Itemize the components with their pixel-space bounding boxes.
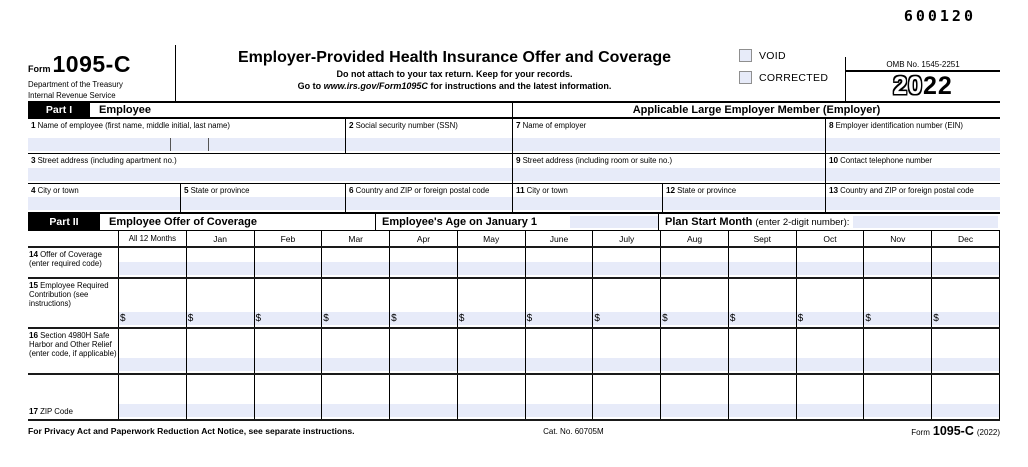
row-14-sept-input[interactable]	[729, 262, 796, 275]
row-14-may-input[interactable]	[458, 262, 525, 275]
field-6-country-zip	[345, 184, 512, 212]
row-16-number: 16	[29, 331, 39, 340]
row-14-cells	[118, 248, 1000, 277]
form-header	[28, 45, 1000, 103]
field-7-input[interactable]	[513, 138, 825, 151]
dollar-sign: $	[391, 313, 397, 324]
dollar-sign: $	[323, 313, 329, 324]
field-6-label	[349, 186, 512, 195]
month-columns	[118, 231, 1000, 246]
row-16-all-12-months-input[interactable]	[119, 358, 186, 371]
column-header-all-12-months: All 12 Months	[118, 231, 186, 246]
field-13-text: Country and ZIP or foreign postal code	[840, 186, 974, 195]
row-17-mar-input[interactable]	[322, 404, 389, 417]
dollar-sign: $	[594, 313, 600, 324]
row-16-cell-aug	[660, 329, 728, 373]
field-2-text: Social security number (SSN)	[355, 121, 458, 130]
row-14-cell-dec	[931, 248, 1000, 277]
row-15-text: Employee Required Contribution (see instructions)	[29, 281, 109, 309]
row-14-cell-june	[525, 248, 593, 277]
row-15-cell-apr	[389, 279, 457, 327]
field-7-employer-name	[512, 119, 825, 153]
field-6-number: 6	[349, 186, 354, 195]
field-13-input[interactable]	[826, 197, 1000, 210]
field-6-input[interactable]	[346, 197, 512, 210]
row-16-dec-input[interactable]	[932, 358, 999, 371]
part1-employer-title: Applicable Large Employer Member (Employer)	[512, 103, 1000, 117]
row-15-nov-input[interactable]	[864, 312, 931, 325]
part1-row-c	[28, 184, 1000, 214]
row-17-apr-input[interactable]	[390, 404, 457, 417]
column-header-jan: Jan	[186, 231, 254, 246]
footer-form-id	[911, 424, 1000, 438]
field-6-text: Country and ZIP or foreign postal code	[355, 186, 490, 195]
dollar-sign: $	[187, 313, 194, 324]
field-12-number: 12	[666, 186, 676, 195]
month-header-spacer	[28, 231, 118, 246]
row-15-cell-dec	[931, 279, 1000, 327]
field-5-label	[184, 186, 345, 195]
field-4-input[interactable]	[28, 197, 180, 210]
row-17-nov-input[interactable]	[864, 404, 931, 417]
field-5-state	[180, 184, 345, 212]
field-12-text: State or province	[677, 186, 737, 195]
month-header-row	[28, 231, 1000, 248]
row-17-may-input[interactable]	[458, 404, 525, 417]
row-17-label	[28, 375, 118, 419]
row-15-aug-input[interactable]	[661, 312, 728, 325]
row-17-cell-oct	[796, 375, 864, 419]
row-17-cell-mar	[321, 375, 389, 419]
row-15-apr-input[interactable]	[390, 312, 457, 325]
row-17-zip-code	[28, 375, 1000, 421]
plan-start-month-title: Plan Start Month	[665, 216, 753, 228]
part1-bar	[28, 103, 1000, 119]
irs-url: www.irs.gov/Form1095C	[323, 81, 428, 91]
void-corrected-block	[733, 45, 845, 101]
row-14-oct-input[interactable]	[797, 262, 864, 275]
plan-start-month-section	[658, 214, 1000, 230]
row-15-feb-input[interactable]	[255, 312, 322, 325]
row-17-jan-input[interactable]	[187, 404, 254, 417]
agency-line-2: Internal Revenue Service	[28, 91, 116, 100]
plan-start-month-input[interactable]	[853, 216, 998, 228]
field-8-input[interactable]	[826, 138, 1000, 151]
corrected-label: CORRECTED	[759, 71, 829, 84]
form-word: Form	[28, 64, 51, 74]
tax-year	[846, 72, 1000, 101]
row-16-june-input[interactable]	[526, 358, 593, 371]
row-15-july-input[interactable]	[593, 312, 660, 325]
field-5-input[interactable]	[181, 197, 345, 210]
dollar-sign: $	[255, 313, 262, 324]
field-4-city	[28, 184, 180, 212]
field-1-text: Name of employee (first name, middle initial, last name)	[37, 121, 230, 130]
part1-row-b	[28, 154, 1000, 184]
subtitle2-suffix: for instructions and the latest information.	[427, 81, 612, 91]
field-13-number: 13	[829, 186, 839, 195]
field-3-street-address	[28, 154, 512, 183]
row-16-cell-feb	[254, 329, 322, 373]
field-10-text: Contact telephone number	[840, 156, 933, 165]
column-header-feb: Feb	[254, 231, 322, 246]
employee-age-section	[375, 214, 658, 230]
row-16-july-input[interactable]	[593, 358, 660, 371]
row-15-cell-may	[457, 279, 525, 327]
field-10-label	[829, 156, 1000, 165]
field-1-employee-name	[28, 119, 345, 153]
row-14-cell-mar	[321, 248, 389, 277]
catalog-number: Cat. No. 60705M	[543, 427, 604, 436]
footer-form-year: (2022)	[976, 428, 1000, 437]
dollar-sign: $	[933, 313, 939, 324]
field-2-number: 2	[349, 121, 354, 130]
row-16-text: Section 4980H Safe Harbor and Other Relief (enter code, if applicable)	[29, 331, 117, 359]
row-16-cells	[118, 329, 1000, 373]
row-15-label	[28, 279, 118, 327]
row-16-aug-input[interactable]	[661, 358, 728, 371]
row-16-nov-input[interactable]	[864, 358, 931, 371]
row-14-cell-feb	[254, 248, 322, 277]
privacy-act-notice: For Privacy Act and Paperwork Reduction Act Notice, see separate instructions.	[28, 426, 355, 436]
part2-offer-title: Employee Offer of Coverage	[109, 216, 257, 228]
row-15-cell-feb	[254, 279, 322, 327]
dollar-sign: $	[120, 313, 126, 324]
row-17-cells	[118, 375, 1000, 419]
field-3-label	[31, 156, 512, 165]
row-14-feb-input[interactable]	[255, 262, 322, 275]
row-14-july-input[interactable]	[593, 262, 660, 275]
omb-year-block	[845, 57, 1000, 101]
row-16-cell-all-12-months	[118, 329, 186, 373]
field-5-number: 5	[184, 186, 189, 195]
row-17-cell-dec	[931, 375, 1000, 419]
name-divider-1	[170, 138, 171, 151]
column-header-sept: Sept	[728, 231, 796, 246]
field-7-number: 7	[516, 121, 521, 130]
row-14-cell-july	[592, 248, 660, 277]
column-header-nov: Nov	[863, 231, 931, 246]
row-15-cell-all-12-months	[118, 279, 186, 327]
subtitle2-prefix: Go to	[297, 81, 324, 91]
field-8-ein	[825, 119, 1000, 153]
row-16-cell-nov	[863, 329, 931, 373]
row-16-oct-input[interactable]	[797, 358, 864, 371]
field-10-input[interactable]	[826, 168, 1000, 181]
row-17-cell-all-12-months	[118, 375, 186, 419]
column-header-june: June	[525, 231, 593, 246]
field-11-text: City or town	[526, 186, 568, 195]
field-4-text: City or town	[37, 186, 79, 195]
void-checkbox[interactable]	[739, 49, 752, 62]
row-14-cell-nov	[863, 248, 931, 277]
row-17-number: 17	[29, 406, 39, 416]
dollar-sign: $	[458, 313, 465, 324]
row-16-sept-input[interactable]	[729, 358, 796, 371]
row-17-feb-input[interactable]	[255, 404, 322, 417]
row-17-cell-feb	[254, 375, 322, 419]
field-9-input[interactable]	[513, 168, 825, 181]
field-12-label	[666, 186, 825, 195]
part2-badge: Part II	[28, 214, 100, 230]
row-14-text: Offer of Coverage (enter required code)	[29, 250, 102, 269]
row-14-dec-input[interactable]	[932, 262, 999, 275]
dollar-sign: $	[662, 313, 668, 324]
column-header-aug: Aug	[660, 231, 728, 246]
row-17-oct-input[interactable]	[797, 404, 864, 417]
form-title: Employer-Provided Health Insurance Offer and Coverage	[237, 49, 671, 66]
corrected-checkbox[interactable]	[739, 71, 752, 84]
void-label: VOID	[759, 49, 786, 62]
name-divider-2	[208, 138, 209, 151]
row-16-cell-oct	[796, 329, 864, 373]
row-15-cell-nov	[863, 279, 931, 327]
dollar-sign: $	[865, 313, 871, 324]
column-header-mar: Mar	[321, 231, 389, 246]
part1-row-a	[28, 119, 1000, 154]
field-11-input[interactable]	[513, 197, 662, 210]
field-9-street-address	[512, 154, 825, 183]
row-17-cell-nov	[863, 375, 931, 419]
row-14-offer-of-coverage	[28, 248, 1000, 279]
row-17-cell-sept	[728, 375, 796, 419]
field-9-number: 9	[516, 156, 521, 165]
row-15-oct-input[interactable]	[797, 312, 864, 325]
row-14-mar-input[interactable]	[322, 262, 389, 275]
field-11-number: 11	[516, 186, 525, 195]
field-4-label	[31, 186, 180, 195]
part1-badge: Part I	[28, 103, 90, 117]
row-17-cell-june	[525, 375, 593, 419]
row-14-nov-input[interactable]	[864, 262, 931, 275]
row-16-mar-input[interactable]	[322, 358, 389, 371]
footer-form-number: 1095-C	[932, 424, 974, 438]
dollar-sign: $	[729, 313, 736, 324]
row-15-jan-input[interactable]	[187, 312, 254, 325]
omb-number: OMB No. 1545-2251	[846, 57, 1000, 72]
column-header-july: July	[592, 231, 660, 246]
row-17-all-12-months-input[interactable]	[119, 404, 186, 417]
field-5-text: State or province	[190, 186, 250, 195]
field-11-city	[512, 184, 662, 212]
year-bold-digits: 22	[923, 72, 953, 100]
part1-left-header	[28, 103, 512, 117]
dollar-sign: $	[526, 313, 533, 324]
column-header-oct: Oct	[796, 231, 864, 246]
row-15-cell-oct	[796, 279, 864, 327]
field-8-text: Employer identification number (EIN)	[835, 121, 963, 130]
row-16-cell-sept	[728, 329, 796, 373]
row-17-text: ZIP Code	[40, 406, 73, 416]
field-12-state	[662, 184, 825, 212]
row-17-sept-input[interactable]	[729, 404, 796, 417]
row-15-june-input[interactable]	[526, 312, 593, 325]
form-footer	[28, 426, 1000, 440]
row-14-number: 14	[29, 250, 39, 259]
row-16-jan-input[interactable]	[187, 358, 254, 371]
employee-age-title: Employee's Age on January 1	[382, 216, 538, 228]
form-id-block	[28, 45, 176, 101]
row-16-label	[28, 329, 118, 373]
row-14-apr-input[interactable]	[390, 262, 457, 275]
field-8-number: 8	[829, 121, 834, 130]
void-row	[739, 49, 845, 62]
field-1-label	[31, 121, 345, 130]
employee-age-input[interactable]	[570, 216, 658, 228]
row-16-cell-mar	[321, 329, 389, 373]
row-16-cell-july	[592, 329, 660, 373]
field-2-label	[349, 121, 512, 130]
row-14-cell-all-12-months	[118, 248, 186, 277]
part2-left-header	[28, 214, 375, 230]
field-10-number: 10	[829, 156, 839, 165]
dollar-sign: $	[797, 313, 804, 324]
row-17-june-input[interactable]	[526, 404, 593, 417]
field-10-phone	[825, 154, 1000, 183]
column-header-apr: Apr	[389, 231, 457, 246]
row-15-cell-sept	[728, 279, 796, 327]
row-16-cell-may	[457, 329, 525, 373]
row-15-dec-input[interactable]	[932, 312, 999, 325]
form-subtitle-1: Do not attach to your tax return. Keep for your records.	[336, 69, 573, 79]
row-17-cell-apr	[389, 375, 457, 419]
form-number: 1095-C	[52, 51, 131, 77]
field-3-number: 3	[31, 156, 36, 165]
row-14-cell-oct	[796, 248, 864, 277]
row-14-cell-aug	[660, 248, 728, 277]
plan-start-month-hint: (enter 2-digit number):	[755, 216, 850, 228]
row-16-cell-dec	[931, 329, 1000, 373]
row-14-label	[28, 248, 118, 277]
field-13-country-zip	[825, 184, 1000, 212]
row-16-feb-input[interactable]	[255, 358, 322, 371]
field-9-text: Street address (including room or suite no.)	[522, 156, 673, 165]
row-14-cell-may	[457, 248, 525, 277]
form-subtitle-2	[176, 81, 733, 91]
field-2-ssn	[345, 119, 512, 153]
row-15-mar-input[interactable]	[322, 312, 389, 325]
row-16-safe-harbor	[28, 329, 1000, 375]
row-17-cell-july	[592, 375, 660, 419]
field-1-input[interactable]	[28, 138, 345, 151]
corrected-row	[739, 71, 845, 84]
row-15-sept-input[interactable]	[729, 312, 796, 325]
part1-employee-title: Employee	[99, 104, 151, 116]
row-14-jan-input[interactable]	[187, 262, 254, 275]
field-8-label	[829, 121, 1000, 130]
row-17-cell-jan	[186, 375, 254, 419]
row-16-apr-input[interactable]	[390, 358, 457, 371]
row-14-cell-jan	[186, 248, 254, 277]
column-header-dec: Dec	[931, 231, 1000, 246]
row-17-july-input[interactable]	[593, 404, 660, 417]
row-15-all-12-months-input[interactable]	[119, 312, 186, 325]
row-15-cell-aug	[660, 279, 728, 327]
row-15-cells	[118, 279, 1000, 327]
row-15-cell-june	[525, 279, 593, 327]
row-16-may-input[interactable]	[458, 358, 525, 371]
row-15-employee-required-contribution	[28, 279, 1000, 329]
field-12-input[interactable]	[663, 197, 825, 210]
row-14-all-12-months-input[interactable]	[119, 262, 186, 275]
field-3-input[interactable]	[28, 168, 512, 181]
row-17-aug-input[interactable]	[661, 404, 728, 417]
field-1-number: 1	[31, 121, 36, 130]
row-14-june-input[interactable]	[526, 262, 593, 275]
field-11-label	[516, 186, 662, 195]
row-16-cell-apr	[389, 329, 457, 373]
row-15-cell-mar	[321, 279, 389, 327]
footer-form-word: Form	[911, 428, 930, 437]
year-outline-digits: 20	[893, 72, 923, 100]
field-9-label	[516, 156, 825, 165]
field-7-text: Name of employer	[522, 121, 587, 130]
field-3-text: Street address (including apartment no.)	[37, 156, 177, 165]
row-15-number: 15	[29, 281, 39, 290]
field-7-label	[516, 121, 825, 130]
part2-bar	[28, 214, 1000, 231]
row-16-cell-june	[525, 329, 593, 373]
field-4-number: 4	[31, 186, 36, 195]
title-block	[176, 45, 733, 101]
row-17-dec-input[interactable]	[932, 404, 999, 417]
row-15-cell-july	[592, 279, 660, 327]
row-17-cell-may	[457, 375, 525, 419]
field-2-input[interactable]	[346, 138, 512, 151]
row-16-cell-jan	[186, 329, 254, 373]
form-body	[28, 45, 1000, 440]
row-15-cell-jan	[186, 279, 254, 327]
row-15-may-input[interactable]	[458, 312, 525, 325]
row-14-cell-apr	[389, 248, 457, 277]
row-17-cell-aug	[660, 375, 728, 419]
field-13-label	[829, 186, 1000, 195]
row-14-cell-sept	[728, 248, 796, 277]
agency-line-1: Department of the Treasury	[28, 80, 123, 89]
row-14-aug-input[interactable]	[661, 262, 728, 275]
column-header-may: May	[457, 231, 525, 246]
print-control-code: 600120	[903, 7, 976, 25]
